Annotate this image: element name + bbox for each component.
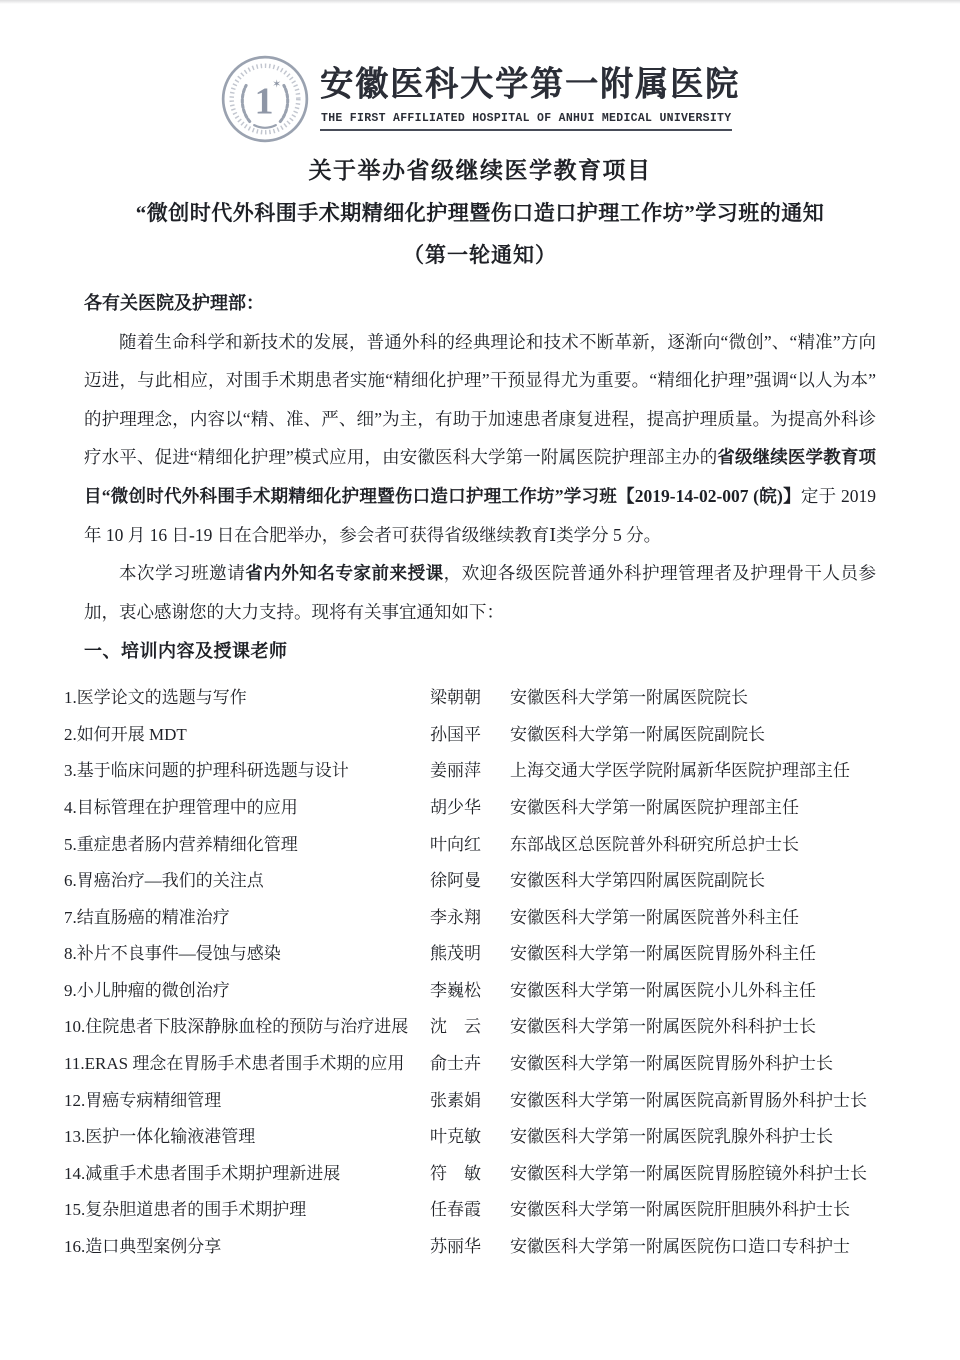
svg-text:1: 1 [254,80,274,123]
table-row [64,1190,896,1227]
table-row [64,1007,896,1044]
document-header [0,0,960,144]
lecture-topic: 11.ERAS 理念在胃肠手术患者围手术期的应用 [64,1054,405,1074]
lecturer-name: 孙国平 [430,724,481,744]
notice-body [0,284,960,631]
lecturer-affiliation: 上海交通大学医学院附属新华医院护理部主任 [510,761,850,781]
table-row [64,751,896,788]
lecture-topic: 12.胃癌专病精细管理 [64,1090,222,1110]
lecturer-affiliation: 安徽医科大学第一附属医院护理部主任 [510,797,799,817]
table-row [64,1226,896,1263]
lecturer-affiliation: 安徽医科大学第一附属医院伤口造口专科护士 [510,1237,850,1257]
lecturer-affiliation: 安徽医科大学第一附属医院外科科护士长 [510,1017,816,1037]
table-row [64,1153,896,1190]
lecturer-affiliation: 安徽医科大学第一附属医院高新胃肠外科护士长 [510,1090,867,1110]
salutation: 各有关医院及护理部： [84,293,264,313]
lecture-topic: 9.小儿肿瘤的微创治疗 [64,980,230,1000]
lecturer-affiliation: 安徽医科大学第一附属医院胃肠外科主任 [510,944,816,964]
table-row [64,934,896,971]
table-row [64,897,896,934]
lecture-topic: 3.基于临床问题的护理科研选题与设计 [64,761,349,781]
lecturer-affiliation: 安徽医科大学第一附属医院副院长 [510,724,765,744]
lecture-schedule-table [0,677,960,1263]
table-row [64,1080,896,1117]
hospital-name-block [320,54,740,131]
lecturer-name: 梁朝朝 [430,688,481,708]
para1-bold-project-name: 省级继续医学教育项目“微创时代外科围手术期精细化护理暨伤口造口护理工作坊”学习班【2019-14-02-007 (皖)】 [84,447,876,506]
lecture-topic: 16.造口典型案例分享 [64,1237,222,1257]
table-row [64,1043,896,1080]
lecturer-affiliation: 安徽医科大学第一附属医院乳腺外科护士长 [510,1127,833,1147]
svg-text:✶: ✶ [272,78,282,91]
lecturer-name: 李巍松 [430,980,481,1000]
table-row [64,860,896,897]
lecture-topic: 5.重症患者肠内营养精细化管理 [64,834,298,854]
notice-title-line2: “微创时代外科围手术期精细化护理暨伤口造口护理工作坊”学习班的通知 [135,201,825,225]
table-row [64,714,896,751]
lecturer-name: 叶克敏 [430,1127,481,1147]
lecturer-name: 熊茂明 [430,944,481,964]
lecturer-affiliation: 安徽医科大学第一附属医院普外科主任 [510,907,799,927]
lecturer-affiliation: 安徽医科大学第一附属医院胃肠外科护士长 [510,1054,833,1074]
notice-title-block [0,154,960,270]
lecturer-name: 俞士卉 [430,1054,481,1074]
lecture-topic: 1.医学论文的选题与写作 [64,688,247,708]
lecturer-affiliation: 安徽医科大学第一附属医院院长 [510,688,748,708]
lecturer-name: 符 敏 [430,1163,481,1183]
lecturer-affiliation: 安徽医科大学第一附属医院胃肠腔镜外科护士长 [510,1163,867,1183]
intro-paragraph-1 [84,323,876,555]
para1-text-tail: 定于 2019 年 10 月 16 日-19 日在合肥举办，参会者可获得省级继续教育Ⅰ类学分 5 分。 [84,485,876,545]
lecture-topic: 4.目标管理在护理管理中的应用 [64,797,298,817]
intro-paragraph-2 [84,554,876,631]
scan-edge-artifact [0,0,960,4]
hospital-logo [220,54,310,144]
notice-title-line3: （第一轮通知） [403,243,557,267]
lecturer-name: 姜丽萍 [430,761,481,781]
lecture-topic: 8.补片不良事件—侵蚀与感染 [64,944,281,964]
lecturer-affiliation: 安徽医科大学第四附属医院副院长 [510,871,765,891]
lecturer-affiliation: 安徽医科大学第一附属医院小儿外科主任 [510,980,816,1000]
hospital-name-en: THE FIRST AFFILIATED HOSPITAL OF ANHUI MEDICAL UNIVERSITY [320,112,732,131]
para2-text: 本次学习班邀请 [119,563,246,584]
lecturer-name: 徐阿曼 [430,871,481,891]
hospital-seal-icon [220,54,310,144]
lecturer-name: 胡少华 [430,797,481,817]
notice-title-line1: 关于举办省级继续医学教育项目 [308,158,652,183]
para2-bold-experts: 省内外知名专家前来授课 [245,563,444,584]
table-row [64,970,896,1007]
lecturer-name: 沈 云 [430,1017,481,1037]
table-row [64,787,896,824]
lecture-topic: 13.医护一体化输液港管理 [64,1127,256,1147]
lecture-topic: 10.住院患者下肢深静脉血栓的预防与治疗进展 [64,1017,409,1037]
table-row [64,824,896,861]
lecture-topic: 14.减重手术患者围手术期护理新进展 [64,1163,341,1183]
hospital-name-cn: 安徽医科大学第一附属医院 [320,63,740,104]
lecture-topic: 6.胃癌治疗—我们的关注点 [64,871,264,891]
lecturer-name: 苏丽华 [430,1237,481,1257]
section1-heading: 一、培训内容及授课老师 [84,641,288,662]
lecturer-name: 叶向红 [430,834,481,854]
lecture-topic: 15.复杂胆道患者的围手术期护理 [64,1200,307,1220]
lecture-topic: 2.如何开展 MDT [64,724,187,744]
lecturer-affiliation: 安徽医科大学第一附属医院肝胆胰外科护士长 [510,1200,850,1220]
para2-text-tail: ，欢迎各级医院普通外科护理管理者及护理骨干人员参加，衷心感谢您的大力支持。现将有关事宜通知如下： [84,563,877,622]
lecture-topic: 7.结直肠癌的精准治疗 [64,907,230,927]
table-row [64,1116,896,1153]
lecturer-affiliation: 东部战区总医院普外科研究所总护士长 [510,834,799,854]
para1-text: 随着生命科学和新技术的发展，普通外科的经典理论和技术不断革新，逐渐向“微创”、“精准”方向迈进，与此相应，对围手术期患者实施“精细化护理”干预显得尤为重要。“精细化护理”强调“以人为本”的护理理念，内容以“精、准、严、细”为主，有助于加速患者康复进程，提高护理质量。为提高外科诊疗水平、促进“精细化护理”模式应用，由安徽医科大学第一附属医院护理部主办的 [84,331,876,468]
lecturer-name: 张素娟 [430,1090,481,1110]
lecturer-name: 任春霞 [430,1200,481,1220]
table-row [64,677,896,714]
lecturer-name: 李永翔 [430,907,481,927]
